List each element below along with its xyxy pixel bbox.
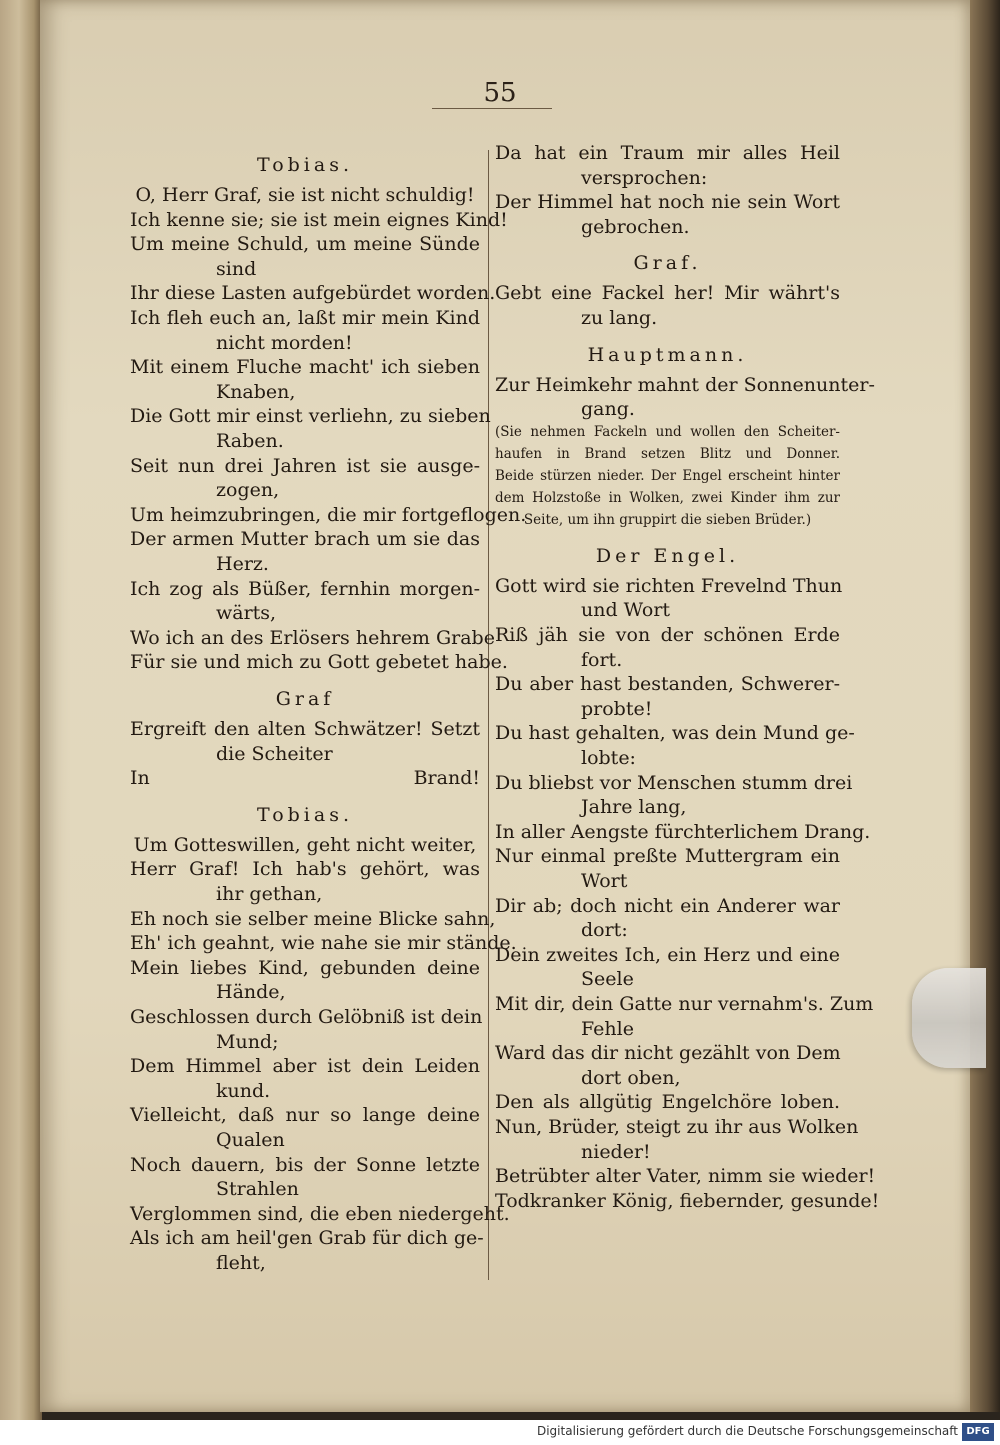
verse-continuation: gebrochen.: [581, 215, 690, 238]
book-edge: [970, 0, 1000, 1412]
verse-line: Dem Himmel aber ist dein Leiden: [130, 1055, 480, 1078]
verse-line: Mit einem Fluche macht' ich sieben: [130, 356, 480, 379]
verse-continuation: gang.: [581, 398, 635, 421]
verse-line: Da hat ein Traum mir alles Heil: [495, 142, 840, 164]
stage-direction: Beide stürzen nieder. Der Engel erscheint hinter: [495, 467, 840, 484]
verse-line: Ergreift den alten Schwätzer! Setzt: [130, 718, 480, 740]
verse-line: Der Himmel hat noch nie sein Wort: [495, 191, 840, 214]
verse-continuation: zu lang.: [581, 307, 658, 329]
verse-line: Herr Graf! Ich hab's gehört, was: [130, 858, 480, 881]
verse-continuation: die Scheiter: [216, 742, 333, 765]
verse-line: Du hast gehalten, was dein Mund ge-: [495, 722, 855, 745]
verse-line: Nur einmal preßte Muttergram ein: [495, 845, 840, 868]
verse-continuation: Qualen: [216, 1129, 285, 1151]
page-number: 55: [483, 78, 517, 108]
verse-line: Um meine Schuld, um meine Sünde: [130, 233, 480, 256]
verse-line: Für sie und mich zu Gott gebetet habe.: [130, 651, 508, 674]
verse-continuation: Herz.: [216, 553, 269, 575]
speaker-name: Tobias.: [257, 803, 353, 826]
verse-continuation: probte!: [581, 697, 653, 720]
verse-line: Verglommen sind, die eben niedergeht.: [130, 1202, 510, 1225]
verse-line: Um Gotteswillen, geht nicht weiter,: [133, 833, 477, 856]
verse-line: Geschlossen durch Gelöbniß ist dein: [130, 1006, 483, 1028]
verse-continuation: dort oben,: [581, 1066, 681, 1089]
verse-continuation: Fehle: [581, 1017, 634, 1040]
verse-line: Ward das dir nicht gezählt von Dem: [495, 1042, 841, 1065]
verse-line: Riß jäh sie von der schönen Erde: [495, 624, 840, 646]
verse-continuation: Seele: [581, 968, 634, 991]
verse-line: Du aber hast bestanden, Schwerer-: [495, 673, 840, 696]
footer-bar: [0, 1420, 1000, 1445]
verse-line: Wo ich an des Erlösers hehrem Grabe: [130, 626, 495, 649]
verse-line: Todkranker König, fiebernder, gesunde!: [495, 1189, 880, 1212]
speaker-name: Graf: [275, 688, 335, 710]
verse-line: Die Gott mir einst verliehn, zu sieben: [130, 405, 491, 428]
verse-continuation: versprochen:: [581, 166, 708, 189]
page-clip: [912, 968, 986, 1068]
verse-line: Ich zog als Büßer, fernhin morgen-: [130, 577, 480, 600]
verse-line: Den als allgütig Engelchöre loben.: [495, 1091, 840, 1114]
verse-continuation: Jahre lang,: [581, 796, 687, 819]
verse-continuation: ihr gethan,: [216, 883, 323, 905]
speaker-name: Tobias.: [257, 154, 353, 176]
speaker-name: Der Engel.: [595, 544, 740, 567]
verse-line: Du bliebst vor Menschen stumm drei: [495, 771, 853, 794]
verse-line: In aller Aengste fürchterlichem Drang.: [495, 820, 871, 843]
verse-line: Ihr diese Lasten aufgebürdet worden.: [130, 282, 496, 305]
stage-direction: dem Holzstoße in Wolken, zwei Kinder ihm zur: [495, 489, 840, 506]
verse-continuation: Knaben,: [216, 380, 296, 403]
stage-direction: (Sie nehmen Fackeln und wollen den Scheiter-: [495, 423, 840, 440]
verse-line: Mein liebes Kind, gebunden deine: [130, 956, 480, 979]
verse-continuation: dort:: [581, 919, 628, 942]
verse-line: Betrübter alter Vater, nimm sie wieder!: [495, 1165, 876, 1188]
verse-line: Zur Heimkehr mahnt der Sonnenunter-: [495, 373, 875, 396]
verse-continuation: Hände,: [216, 981, 286, 1004]
previous-page-edge: [0, 0, 42, 1420]
verse-continuation: sind: [216, 257, 257, 280]
verse-line: Seit nun drei Jahren ist sie ausge-: [130, 454, 480, 477]
verse-line: Nun, Brüder, steigt zu ihr aus Wolken: [495, 1116, 859, 1138]
stage-direction: Seite, um ihn gruppirt die sieben Brüder.): [523, 511, 812, 528]
verse-continuation: zogen,: [216, 479, 280, 502]
verse-line: Gott wird sie richten Frevelnd Thun: [495, 574, 843, 597]
dfg-logo: DFG: [962, 1423, 994, 1441]
verse-continuation: und Wort: [581, 599, 671, 622]
verse-line: Ich fleh euch an, laßt mir mein Kind: [130, 307, 480, 329]
verse-continuation: Mund;: [216, 1030, 279, 1053]
verse-continuation: nicht morden!: [216, 331, 353, 354]
verse-continuation: lobte:: [581, 747, 636, 769]
stage-direction: haufen in Brand setzen Blitz und Donner.: [495, 445, 840, 462]
verse-continuation: Wort: [581, 870, 628, 892]
verse-continuation: kund.: [216, 1079, 271, 1102]
verse-continuation: Strahlen: [216, 1178, 299, 1201]
speaker-name: Hauptmann.: [587, 343, 748, 366]
funding-notice: Digitalisierung gefördert durch die Deutsche Forschungsgemeinschaft: [536, 1424, 958, 1438]
speaker-name: Graf.: [633, 252, 702, 275]
verse-line: Eh' ich geahnt, wie nahe sie mir stände.: [130, 932, 517, 955]
verse-line: Ich kenne sie; sie ist mein eignes Kind!: [130, 208, 508, 231]
verse-line: Eh noch sie selber meine Blicke sahn,: [130, 907, 496, 930]
verse-line: Vielleicht, daß nur so lange deine: [130, 1104, 480, 1127]
verse-continuation: fort.: [581, 648, 623, 671]
verse-line: Dein zweites Ich, ein Herz und eine: [495, 943, 840, 966]
page-number-rule: [432, 108, 552, 109]
verse-continuation: Raben.: [216, 430, 284, 452]
verse-line: Als ich am heil'gen Grab für dich ge-: [130, 1227, 484, 1250]
verse-continuation: wärts,: [216, 602, 277, 625]
verse-line: Noch dauern, bis der Sonne letzte: [130, 1153, 480, 1176]
verse-line: Der armen Mutter brach um sie das: [130, 528, 480, 551]
verse-line: Um heimzubringen, die mir fortgeflogen.: [130, 503, 527, 526]
verse-line: O, Herr Graf, sie ist nicht schuldig!: [135, 184, 475, 206]
verse-continuation: fleht,: [216, 1252, 266, 1274]
verse-line: Mit dir, dein Gatte nur vernahm's. Zum: [495, 993, 874, 1015]
column-divider: [488, 150, 489, 1280]
verse-line: Gebt eine Fackel her! Mir währt's: [495, 282, 840, 305]
verse-line: Dir ab; doch nicht ein Anderer war: [495, 894, 840, 917]
verse-line: In Brand!: [130, 767, 480, 790]
verse-continuation: nieder!: [581, 1140, 651, 1163]
